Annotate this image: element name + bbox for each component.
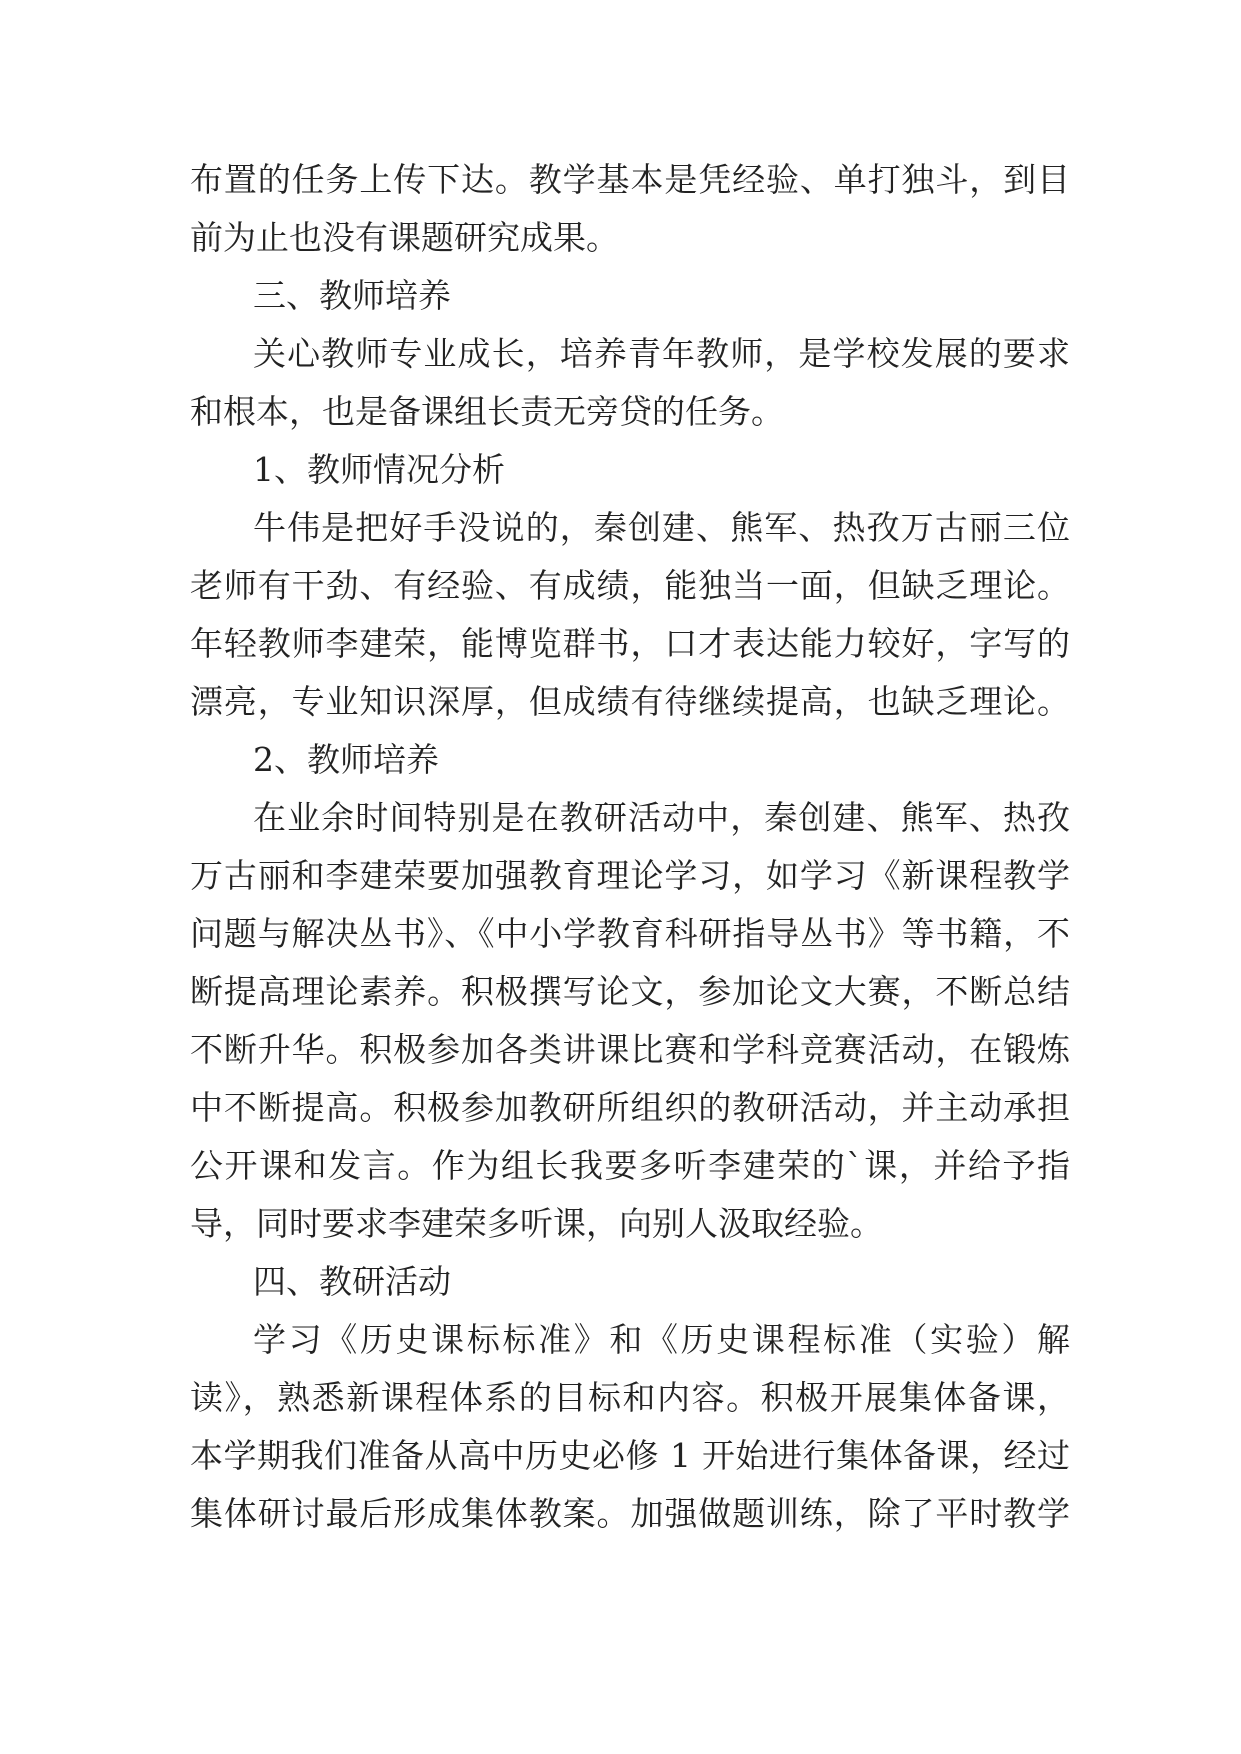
text-line: 中不断提高。积极参加教研所组织的教研活动，并主动承担 xyxy=(190,1088,1070,1127)
section-heading: 三、教师培养 xyxy=(253,276,451,315)
text-line: 年轻教师李建荣，能博览群书，口才表达能力较好，字写的 xyxy=(190,624,1070,663)
text-line: 学习《历史课标标准》和《历史课程标准（实验）解 xyxy=(253,1320,1070,1359)
text-line: 读》，熟悉新课程体系的目标和内容。积极开展集体备课， xyxy=(190,1378,1070,1417)
subsection-heading: 1、教师情况分析 xyxy=(253,450,505,489)
text-line: 导，同时要求李建荣多听课，向别人汲取经验。 xyxy=(190,1204,883,1243)
text-line: 集体研讨最后形成集体教案。加强做题训练，除了平时教学 xyxy=(190,1494,1070,1533)
subsection-heading: 2、教师培养 xyxy=(253,740,439,779)
section-heading: 四、教研活动 xyxy=(253,1262,451,1301)
text-line: 断提高理论素养。积极撰写论文，参加论文大赛，不断总结 xyxy=(190,972,1070,1011)
text-line: 在业余时间特别是在教研活动中，秦创建、熊军、热孜 xyxy=(253,798,1070,837)
text-line: 漂亮，专业知识深厚，但成绩有待继续提高，也缺乏理论。 xyxy=(190,682,1070,721)
text-line: 本学期我们准备从高中历史必修 1 开始进行集体备课，经过 xyxy=(190,1436,1070,1475)
text-line: 万古丽和李建荣要加强教育理论学习，如学习《新课程教学 xyxy=(190,856,1070,895)
text-line: 前为止也没有课题研究成果。 xyxy=(190,218,619,257)
text-line: 关心教师专业成长，培养青年教师，是学校发展的要求 xyxy=(253,334,1070,373)
text-line: 不断升华。积极参加各类讲课比赛和学科竞赛活动，在锻炼 xyxy=(190,1030,1070,1069)
text-line: 老师有干劲、有经验、有成绩，能独当一面，但缺乏理论。 xyxy=(190,566,1070,605)
text-line: 牛伟是把好手没说的，秦创建、熊军、热孜万古丽三位 xyxy=(253,508,1070,547)
text-line: 问题与解决丛书》、《中小学教育科研指导丛书》等书籍，不 xyxy=(190,914,1070,953)
text-line: 公开课和发言。作为组长我要多听李建荣的`课，并给予指 xyxy=(190,1146,1070,1185)
text-line: 和根本，也是备课组长责无旁贷的任务。 xyxy=(190,392,784,431)
text-line: 布置的任务上传下达。教学基本是凭经验、单打独斗，到目 xyxy=(190,160,1070,199)
